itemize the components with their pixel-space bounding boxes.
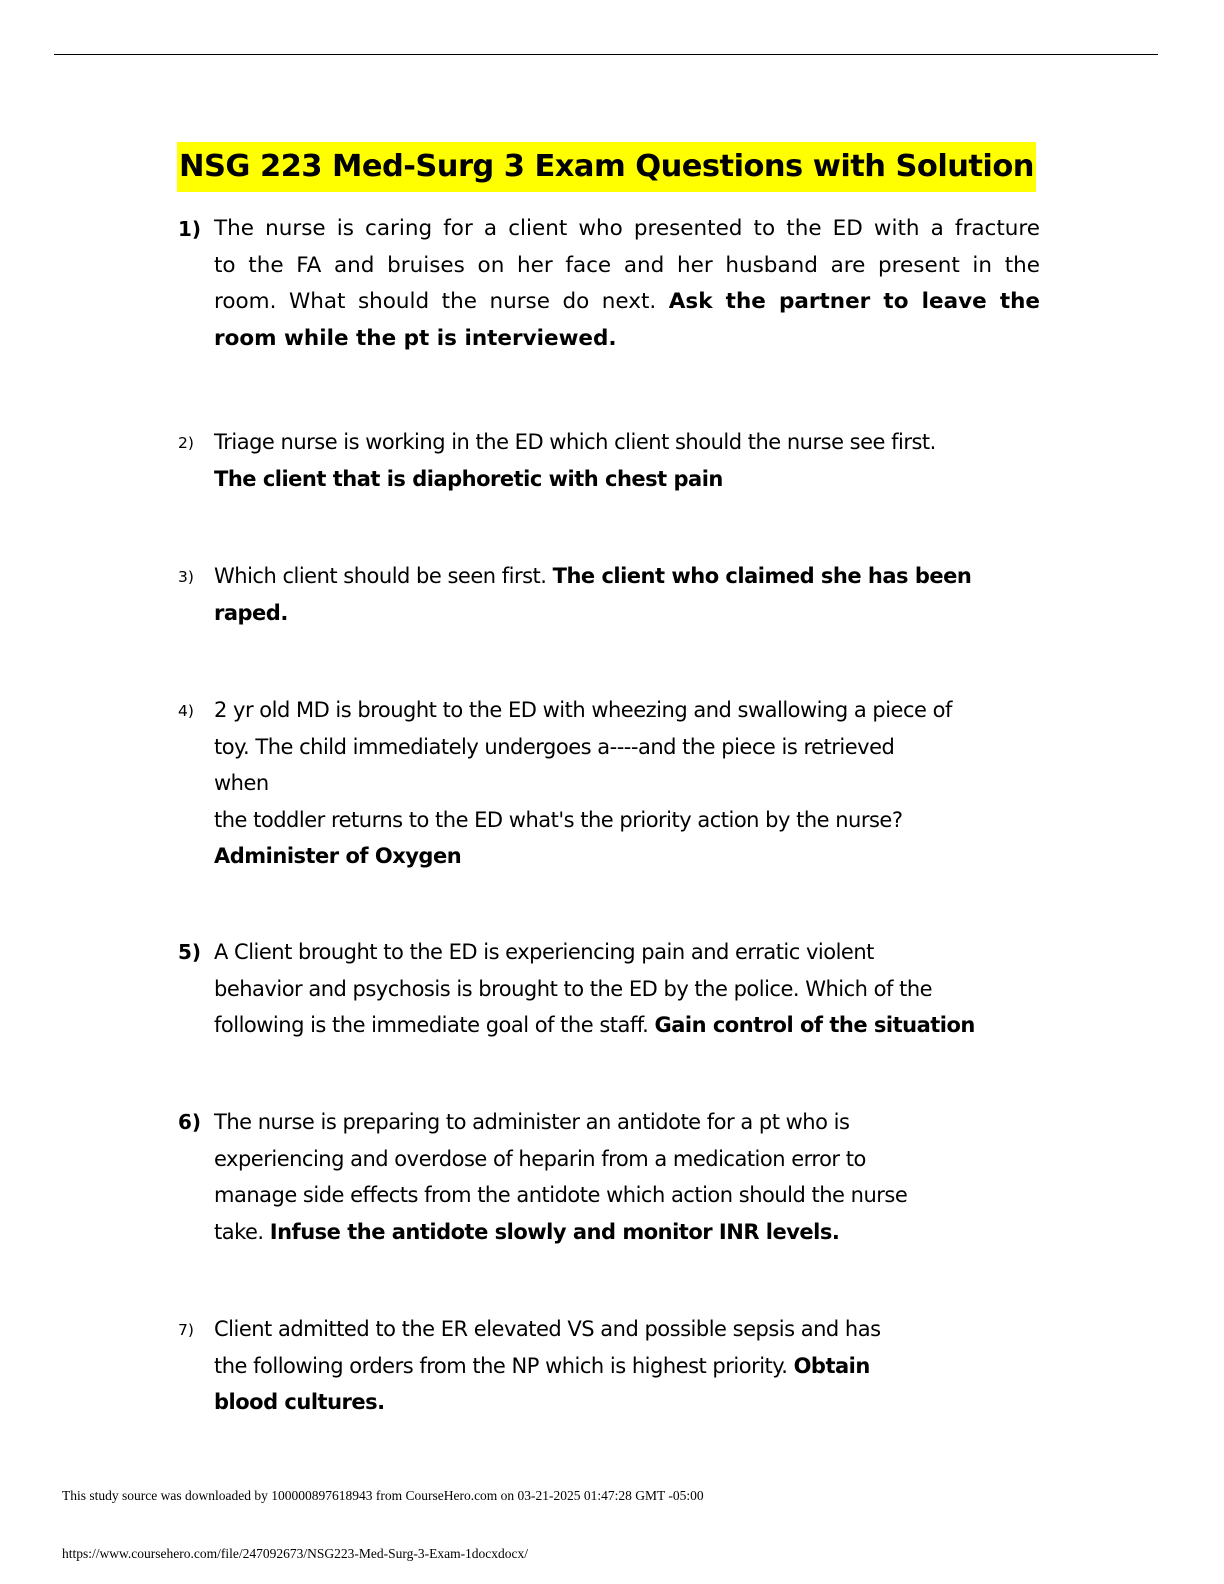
answer-text: Infuse the antidote slowly and monitor INR levels. [269,1219,840,1244]
answer-text: blood cultures. [214,1390,385,1414]
question-number: 5) [178,940,202,964]
question-text: A Client brought to the ED is experiencing pain and erratic violent behavior and psychosis is brought to the ED by the police. Which of the following is the immediate goal of the staff. Gain control of the situation [214,940,975,1037]
answer-text: raped. [214,600,288,625]
answer-text: The client who claimed she has been [552,564,972,588]
answer-text: The client that is diaphoretic with chest pain [214,466,723,491]
answer-text: room while the pt is interviewed. [214,325,617,351]
question-text: The nurse is caring for a client who presented to the ED with a fracture to the FA and bruises on her face and her husband are present in the room. What should the nurse do next. Ask the partner to leave the room while the pt is interviewed. [214,216,1040,351]
answer-text: Administer of Oxygen [214,844,462,868]
question-number: 6) [178,1110,202,1134]
question-text: The nurse is preparing to administer an antidote for a pt who is experiencing and overdose of heparin from a medication error to manage side effects from the antidote which action should the nurse take. Infuse the antidote slowly and monitor INR levels. [214,1110,908,1244]
download-notice: This study source was downloaded by 100000897618943 from CourseHero.com on 03-21-2025 01:47:28 GMT -05:00 [62,1488,704,1503]
question-text: Which client should be seen first. The client who claimed she has been raped. [214,564,972,625]
question-text: Client admitted to the ER elevated VS and possible sepsis and has the following orders from the NP which is highest priority. Obtain blood cultures. [214,1317,881,1414]
source-url[interactable]: https://www.coursehero.com/file/247092673/NSG223-Med-Surg-3-Exam-1docxdocx/ [62,1546,529,1561]
question-number: 4) [178,702,194,720]
answer-text: Obtain [793,1353,870,1378]
document-title: NSG 223 Med-Surg 3 Exam Questions with Solution [177,142,1036,192]
question-text: 2 yr old MD is brought to the ED with wheezing and swallowing a piece of toy. The child immediately undergoes a----and the piece is retrieved when the toddler returns to the ED what's the priority action by the nurse? Administer of Oxygen [214,698,952,868]
header-rule [54,54,1158,55]
answer-text: Gain control of the situation [654,1013,975,1037]
question-text: Triage nurse is working in the ED which client should the nurse see first. The client that is diaphoretic with chest pain [214,430,936,491]
answer-text: Ask the partner to leave the [668,289,1040,314]
question-number: 1) [178,217,202,241]
question-number: 2) [178,434,194,452]
question-number: 3) [178,568,194,586]
question-number: 7) [178,1321,194,1339]
